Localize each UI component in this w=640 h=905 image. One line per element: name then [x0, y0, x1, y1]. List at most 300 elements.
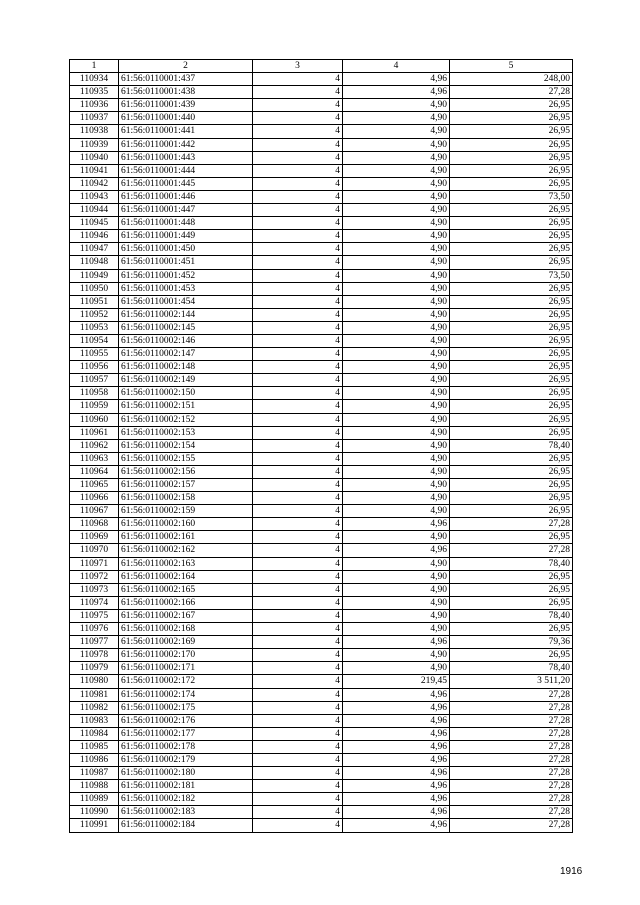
table-row	[70, 204, 573, 217]
table-row	[70, 151, 573, 164]
col5-cell: 27,28	[450, 780, 573, 793]
col5-cell: 27,28	[450, 518, 573, 531]
col3-cell: 4	[253, 727, 343, 740]
cadastral-number-cell: 61:56:0110002:178	[119, 740, 253, 753]
col4-cell: 4,90	[343, 295, 450, 308]
row-number-cell: 110944	[70, 204, 119, 217]
col4-cell: 4,96	[343, 740, 450, 753]
row-number-cell: 110980	[70, 675, 119, 688]
col3-cell: 4	[253, 819, 343, 832]
col3-cell: 4	[253, 492, 343, 505]
col3-cell: 4	[253, 753, 343, 766]
col4-cell: 4,90	[343, 217, 450, 230]
table-row	[70, 806, 573, 819]
col3-cell: 4	[253, 413, 343, 426]
col3-cell: 4	[253, 282, 343, 295]
cadastral-number-cell: 61:56:0110002:161	[119, 531, 253, 544]
col5-cell: 26,95	[450, 492, 573, 505]
table-row	[70, 596, 573, 609]
col3-cell: 4	[253, 505, 343, 518]
table-row	[70, 256, 573, 269]
col4-cell: 4,96	[343, 86, 450, 99]
col4-cell: 4,90	[343, 269, 450, 282]
col4-cell: 4,96	[343, 793, 450, 806]
table-row	[70, 308, 573, 321]
col3-cell: 4	[253, 806, 343, 819]
row-number-cell: 110976	[70, 623, 119, 636]
col4-cell: 4,90	[343, 387, 450, 400]
row-number-cell: 110940	[70, 151, 119, 164]
cadastral-number-cell: 61:56:0110002:174	[119, 688, 253, 701]
row-number-cell: 110977	[70, 636, 119, 649]
col5-cell: 26,95	[450, 321, 573, 334]
col4-cell: 4,90	[343, 256, 450, 269]
table-row	[70, 505, 573, 518]
row-number-cell: 110949	[70, 269, 119, 282]
cadastral-number-cell: 61:56:0110001:446	[119, 190, 253, 203]
col4-cell: 4,90	[343, 138, 450, 151]
row-number-cell: 110948	[70, 256, 119, 269]
table-row	[70, 609, 573, 622]
cadastral-number-cell: 61:56:0110002:181	[119, 780, 253, 793]
cadastral-number-cell: 61:56:0110001:448	[119, 217, 253, 230]
col5-cell: 26,95	[450, 348, 573, 361]
col4-cell: 4,90	[343, 361, 450, 374]
col3-cell: 4	[253, 243, 343, 256]
table-row	[70, 374, 573, 387]
cadastral-number-cell: 61:56:0110002:159	[119, 505, 253, 518]
column-header-2: 2	[119, 60, 253, 73]
col3-cell: 4	[253, 596, 343, 609]
cadastral-number-cell: 61:56:0110002:163	[119, 557, 253, 570]
row-number-cell: 110968	[70, 518, 119, 531]
cadastral-number-cell: 61:56:0110002:145	[119, 321, 253, 334]
col4-cell: 4,90	[343, 125, 450, 138]
table-row	[70, 780, 573, 793]
cadastral-number-cell: 61:56:0110001:445	[119, 177, 253, 190]
table-row	[70, 492, 573, 505]
cadastral-number-cell: 61:56:0110002:150	[119, 387, 253, 400]
column-header-5: 5	[450, 60, 573, 73]
table-row	[70, 518, 573, 531]
col3-cell: 4	[253, 125, 343, 138]
table-row	[70, 243, 573, 256]
row-number-cell: 110990	[70, 806, 119, 819]
col5-cell: 26,95	[450, 623, 573, 636]
col3-cell: 4	[253, 701, 343, 714]
row-number-cell: 110936	[70, 99, 119, 112]
row-number-cell: 110952	[70, 308, 119, 321]
col4-cell: 4,90	[343, 452, 450, 465]
row-number-cell: 110988	[70, 780, 119, 793]
col5-cell: 26,95	[450, 649, 573, 662]
column-header-3: 3	[253, 60, 343, 73]
table-row	[70, 544, 573, 557]
table-row	[70, 452, 573, 465]
col4-cell: 4,90	[343, 334, 450, 347]
col5-cell: 26,95	[450, 295, 573, 308]
col3-cell: 4	[253, 295, 343, 308]
col4-cell: 4,90	[343, 400, 450, 413]
cadastral-number-cell: 61:56:0110002:162	[119, 544, 253, 557]
row-number-cell: 110958	[70, 387, 119, 400]
col4-cell: 4,90	[343, 570, 450, 583]
col4-cell: 4,90	[343, 308, 450, 321]
row-number-cell: 110937	[70, 112, 119, 125]
row-number-cell: 110959	[70, 400, 119, 413]
col5-cell: 73,50	[450, 269, 573, 282]
table-row	[70, 727, 573, 740]
col3-cell: 4	[253, 583, 343, 596]
col5-cell: 78,40	[450, 662, 573, 675]
cadastral-number-cell: 61:56:0110001:451	[119, 256, 253, 269]
col3-cell: 4	[253, 387, 343, 400]
row-number-cell: 110954	[70, 334, 119, 347]
col3-cell: 4	[253, 112, 343, 125]
cadastral-number-cell: 61:56:0110002:170	[119, 649, 253, 662]
col3-cell: 4	[253, 374, 343, 387]
table-row	[70, 138, 573, 151]
col5-cell: 26,95	[450, 177, 573, 190]
table-row	[70, 701, 573, 714]
cadastral-number-cell: 61:56:0110002:148	[119, 361, 253, 374]
cadastral-number-cell: 61:56:0110002:167	[119, 609, 253, 622]
col4-cell: 4,90	[343, 505, 450, 518]
table-row	[70, 269, 573, 282]
col5-cell: 27,28	[450, 819, 573, 832]
col5-cell: 26,95	[450, 230, 573, 243]
col5-cell: 27,28	[450, 688, 573, 701]
table-row	[70, 767, 573, 780]
col5-cell: 27,28	[450, 714, 573, 727]
row-number-cell: 110945	[70, 217, 119, 230]
col3-cell: 4	[253, 269, 343, 282]
col5-cell: 26,95	[450, 531, 573, 544]
col4-cell: 4,90	[343, 531, 450, 544]
table-row	[70, 334, 573, 347]
cadastral-number-cell: 61:56:0110002:168	[119, 623, 253, 636]
col3-cell: 4	[253, 623, 343, 636]
table-row	[70, 73, 573, 86]
col3-cell: 4	[253, 479, 343, 492]
cadastral-number-cell: 61:56:0110001:442	[119, 138, 253, 151]
table-row	[70, 112, 573, 125]
cadastral-number-cell: 61:56:0110002:169	[119, 636, 253, 649]
col5-cell: 27,28	[450, 753, 573, 766]
header-row	[70, 60, 573, 73]
row-number-cell: 110953	[70, 321, 119, 334]
col5-cell: 26,95	[450, 570, 573, 583]
col3-cell: 4	[253, 400, 343, 413]
table-row	[70, 361, 573, 374]
col3-cell: 4	[253, 426, 343, 439]
row-number-cell: 110946	[70, 230, 119, 243]
table-row	[70, 125, 573, 138]
column-header-4: 4	[343, 60, 450, 73]
col3-cell: 4	[253, 740, 343, 753]
cadastral-number-cell: 61:56:0110002:164	[119, 570, 253, 583]
col3-cell: 4	[253, 518, 343, 531]
table-row	[70, 387, 573, 400]
table-row	[70, 190, 573, 203]
col5-cell: 26,95	[450, 125, 573, 138]
col5-cell: 26,95	[450, 426, 573, 439]
row-number-cell: 110941	[70, 164, 119, 177]
row-number-cell: 110934	[70, 73, 119, 86]
col5-cell: 27,28	[450, 793, 573, 806]
col3-cell: 4	[253, 348, 343, 361]
table-row	[70, 662, 573, 675]
col5-cell: 27,28	[450, 701, 573, 714]
col5-cell: 26,95	[450, 413, 573, 426]
row-number-cell: 110969	[70, 531, 119, 544]
col4-cell: 4,90	[343, 112, 450, 125]
row-number-cell: 110961	[70, 426, 119, 439]
table-row	[70, 793, 573, 806]
row-number-cell: 110967	[70, 505, 119, 518]
col5-cell: 27,28	[450, 86, 573, 99]
table-row	[70, 230, 573, 243]
row-number-cell: 110971	[70, 557, 119, 570]
cadastral-number-cell: 61:56:0110002:155	[119, 452, 253, 465]
col3-cell: 4	[253, 164, 343, 177]
col4-cell: 4,90	[343, 151, 450, 164]
table-row	[70, 99, 573, 112]
col4-cell: 4,96	[343, 544, 450, 557]
col5-cell: 26,95	[450, 583, 573, 596]
col4-cell: 4,90	[343, 374, 450, 387]
col5-cell: 26,95	[450, 138, 573, 151]
row-number-cell: 110939	[70, 138, 119, 151]
col4-cell: 4,90	[343, 623, 450, 636]
cadastral-number-cell: 61:56:0110001:453	[119, 282, 253, 295]
table-row	[70, 413, 573, 426]
row-number-cell: 110955	[70, 348, 119, 361]
table-row	[70, 348, 573, 361]
col3-cell: 4	[253, 544, 343, 557]
col3-cell: 4	[253, 308, 343, 321]
table-row	[70, 282, 573, 295]
col3-cell: 4	[253, 793, 343, 806]
col5-cell: 27,28	[450, 727, 573, 740]
row-number-cell: 110935	[70, 86, 119, 99]
col3-cell: 4	[253, 636, 343, 649]
cadastral-number-cell: 61:56:0110002:176	[119, 714, 253, 727]
cadastral-number-cell: 61:56:0110002:166	[119, 596, 253, 609]
row-number-cell: 110942	[70, 177, 119, 190]
table-row	[70, 426, 573, 439]
table-row	[70, 753, 573, 766]
col5-cell: 26,95	[450, 334, 573, 347]
cadastral-number-cell: 61:56:0110001:441	[119, 125, 253, 138]
col5-cell: 26,95	[450, 243, 573, 256]
cadastral-number-cell: 61:56:0110002:182	[119, 793, 253, 806]
col4-cell: 4,96	[343, 727, 450, 740]
row-number-cell: 110964	[70, 465, 119, 478]
col3-cell: 4	[253, 439, 343, 452]
col3-cell: 4	[253, 767, 343, 780]
cadastral-number-cell: 61:56:0110002:156	[119, 465, 253, 478]
cadastral-number-cell: 61:56:0110002:179	[119, 753, 253, 766]
cadastral-number-cell: 61:56:0110002:183	[119, 806, 253, 819]
col4-cell: 4,90	[343, 596, 450, 609]
cadastral-number-cell: 61:56:0110001:440	[119, 112, 253, 125]
row-number-cell: 110974	[70, 596, 119, 609]
table-row	[70, 740, 573, 753]
col5-cell: 78,40	[450, 609, 573, 622]
col3-cell: 4	[253, 714, 343, 727]
row-number-cell: 110978	[70, 649, 119, 662]
col4-cell: 4,90	[343, 282, 450, 295]
col5-cell: 26,95	[450, 479, 573, 492]
cadastral-number-cell: 61:56:0110002:149	[119, 374, 253, 387]
row-number-cell: 110989	[70, 793, 119, 806]
col5-cell: 26,95	[450, 217, 573, 230]
col4-cell: 4,90	[343, 557, 450, 570]
table-row	[70, 688, 573, 701]
table-body	[70, 73, 573, 832]
cadastral-number-cell: 61:56:0110002:146	[119, 334, 253, 347]
col4-cell: 4,96	[343, 636, 450, 649]
col3-cell: 4	[253, 73, 343, 86]
col3-cell: 4	[253, 531, 343, 544]
row-number-cell: 110970	[70, 544, 119, 557]
row-number-cell: 110991	[70, 819, 119, 832]
col3-cell: 4	[253, 465, 343, 478]
cadastral-number-cell: 61:56:0110002:177	[119, 727, 253, 740]
cadastral-number-cell: 61:56:0110001:454	[119, 295, 253, 308]
table-row	[70, 465, 573, 478]
col5-cell: 3 511,20	[450, 675, 573, 688]
col5-cell: 79,36	[450, 636, 573, 649]
cadastral-number-cell: 61:56:0110001:449	[119, 230, 253, 243]
page-number: 1916	[560, 866, 583, 877]
row-number-cell: 110966	[70, 492, 119, 505]
col4-cell: 219,45	[343, 675, 450, 688]
cadastral-number-cell: 61:56:0110002:165	[119, 583, 253, 596]
col5-cell: 26,95	[450, 596, 573, 609]
row-number-cell: 110975	[70, 609, 119, 622]
cadastral-number-cell: 61:56:0110001:444	[119, 164, 253, 177]
cadastral-number-cell: 61:56:0110002:175	[119, 701, 253, 714]
col4-cell: 4,96	[343, 688, 450, 701]
table-row	[70, 531, 573, 544]
col5-cell: 26,95	[450, 256, 573, 269]
col3-cell: 4	[253, 688, 343, 701]
row-number-cell: 110973	[70, 583, 119, 596]
col4-cell: 4,90	[343, 230, 450, 243]
col5-cell: 26,95	[450, 99, 573, 112]
row-number-cell: 110986	[70, 753, 119, 766]
row-number-cell: 110951	[70, 295, 119, 308]
col3-cell: 4	[253, 361, 343, 374]
col3-cell: 4	[253, 557, 343, 570]
col4-cell: 4,90	[343, 243, 450, 256]
col3-cell: 4	[253, 452, 343, 465]
col4-cell: 4,90	[343, 348, 450, 361]
table-row	[70, 557, 573, 570]
table-row	[70, 177, 573, 190]
col4-cell: 4,96	[343, 518, 450, 531]
col4-cell: 4,90	[343, 492, 450, 505]
col5-cell: 26,95	[450, 151, 573, 164]
col4-cell: 4,90	[343, 649, 450, 662]
cadastral-number-cell: 61:56:0110002:180	[119, 767, 253, 780]
row-number-cell: 110985	[70, 740, 119, 753]
cadastral-number-cell: 61:56:0110002:158	[119, 492, 253, 505]
col5-cell: 26,95	[450, 465, 573, 478]
col3-cell: 4	[253, 662, 343, 675]
cadastral-number-cell: 61:56:0110001:437	[119, 73, 253, 86]
table-row	[70, 570, 573, 583]
col3-cell: 4	[253, 256, 343, 269]
cadastral-number-cell: 61:56:0110001:443	[119, 151, 253, 164]
table-header	[70, 60, 573, 73]
row-number-cell: 110982	[70, 701, 119, 714]
table-row	[70, 623, 573, 636]
cadastral-number-cell: 61:56:0110001:452	[119, 269, 253, 282]
col5-cell: 26,95	[450, 204, 573, 217]
col5-cell: 27,28	[450, 806, 573, 819]
row-number-cell: 110943	[70, 190, 119, 203]
col3-cell: 4	[253, 230, 343, 243]
row-number-cell: 110950	[70, 282, 119, 295]
col5-cell: 26,95	[450, 505, 573, 518]
row-number-cell: 110972	[70, 570, 119, 583]
col3-cell: 4	[253, 675, 343, 688]
col4-cell: 4,90	[343, 204, 450, 217]
col3-cell: 4	[253, 86, 343, 99]
cadastral-number-cell: 61:56:0110002:151	[119, 400, 253, 413]
row-number-cell: 110963	[70, 452, 119, 465]
row-number-cell: 110957	[70, 374, 119, 387]
col3-cell: 4	[253, 204, 343, 217]
document-table-container	[69, 59, 572, 833]
cadastral-number-cell: 61:56:0110001:450	[119, 243, 253, 256]
row-number-cell: 110987	[70, 767, 119, 780]
row-number-cell: 110965	[70, 479, 119, 492]
col4-cell: 4,90	[343, 439, 450, 452]
col4-cell: 4,90	[343, 321, 450, 334]
col5-cell: 27,28	[450, 767, 573, 780]
cadastral-number-cell: 61:56:0110002:147	[119, 348, 253, 361]
col4-cell: 4,96	[343, 767, 450, 780]
col4-cell: 4,90	[343, 583, 450, 596]
col5-cell: 26,95	[450, 387, 573, 400]
table-row	[70, 636, 573, 649]
col4-cell: 4,90	[343, 99, 450, 112]
col5-cell: 26,95	[450, 374, 573, 387]
col5-cell: 26,95	[450, 400, 573, 413]
col3-cell: 4	[253, 138, 343, 151]
row-number-cell: 110984	[70, 727, 119, 740]
cadastral-number-cell: 61:56:0110002:172	[119, 675, 253, 688]
col4-cell: 4,90	[343, 609, 450, 622]
col3-cell: 4	[253, 780, 343, 793]
cadastral-number-cell: 61:56:0110002:171	[119, 662, 253, 675]
col3-cell: 4	[253, 99, 343, 112]
col5-cell: 26,95	[450, 112, 573, 125]
cadastral-number-cell: 61:56:0110002:153	[119, 426, 253, 439]
col5-cell: 78,40	[450, 439, 573, 452]
col5-cell: 27,28	[450, 544, 573, 557]
cadastral-number-cell: 61:56:0110001:447	[119, 204, 253, 217]
col4-cell: 4,90	[343, 413, 450, 426]
table-row	[70, 439, 573, 452]
col3-cell: 4	[253, 609, 343, 622]
cadastral-number-cell: 61:56:0110002:144	[119, 308, 253, 321]
col5-cell: 73,50	[450, 190, 573, 203]
